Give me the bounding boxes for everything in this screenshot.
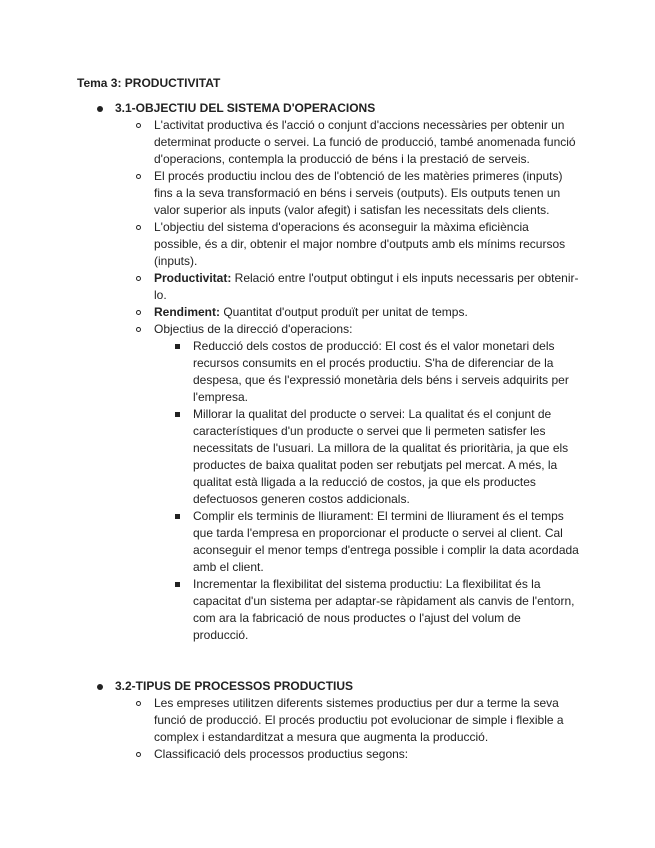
list-item-text: L'objectiu del sistema d'operacions és aconseguir la màxima eficiència possible, és a dir, obtenir el major nombre d'outputs amb els mínims recursos (inputs). xyxy=(154,220,566,268)
hollow-circle-bullet-icon xyxy=(136,701,141,706)
term-definition: Relació entre l'output obtingut i els inputs necessaris per obtenir-lo. xyxy=(154,271,579,302)
square-bullet-icon xyxy=(175,582,180,587)
sublist-item-text: Reducció dels costos de producció: El cost és el valor monetari dels recursos consumits en el procés productiu. S'ha de diferenciar de la despesa, que és l'expressió monetària dels béns i serveis adquirits per l'empresa. xyxy=(193,339,569,404)
hollow-circle-bullet-icon xyxy=(136,310,141,315)
sublist-item-text: Millorar la qualitat del producte o servei: La qualitat és el conjunt de característiques d'un producte o servei que li permeten satisfer les necessitats de l'usuari. La millora de la qualitat és prioritària, ja que els productes de baixa qualitat poden ser rebutjats pel mercat. A més, la qualitat està lligada a la reducció de costos, ja que els productes defectuosos generen costos addicionals. xyxy=(193,407,569,506)
term-definition: Quantitat d'output produït per unitat de temps. xyxy=(220,305,468,319)
list-item xyxy=(154,117,579,168)
list-item xyxy=(154,219,579,270)
list-item-objectius xyxy=(154,321,579,644)
square-bullet-icon xyxy=(175,412,180,417)
list-item-text: Classificació dels processos productius segons: xyxy=(154,747,409,761)
hollow-circle-bullet-icon xyxy=(136,327,141,332)
list-item-productivitat xyxy=(154,270,579,304)
hollow-circle-bullet-icon xyxy=(136,276,141,281)
sublist-item xyxy=(193,406,579,508)
section-3-2 xyxy=(115,678,585,763)
hollow-circle-bullet-icon xyxy=(136,123,141,128)
square-bullet-icon xyxy=(175,344,180,349)
term-label: Productivitat: xyxy=(154,271,232,285)
list-item-text: El procés productiu inclou des de l'obtenció de les matèries primeres (inputs) fins a la seva transformació en béns i serveis (outputs). Els outputs tenen un valor superior als inputs (valor afegit) i satisfan les necessitats dels clients. xyxy=(154,169,563,217)
sublist-item-text: Incrementar la flexibilitat del sistema productiu: La flexibilitat és la capacitat d'un sistema per adaptar-se ràpidament als canvis de l'entorn, com ara la fabricació de nous productes o l'ajust del volum de producció. xyxy=(193,577,575,642)
list-item-text: L'activitat productiva és l'acció o conjunt d'accions necessàries per obtenir un determinat producte o servei. La funció de producció, també anomenada funció d'operacions, contempla la producció de béns i la prestació de serveis. xyxy=(154,118,576,166)
filled-circle-bullet-icon xyxy=(97,684,103,690)
list-item xyxy=(154,695,579,746)
section-3-1 xyxy=(115,100,585,644)
sublist-item-text: Complir els terminis de lliurament: El termini de lliurament és el temps que tarda l'empresa en proporcionar el producte o servei al client. Cal aconseguir el menor temps d'entrega possible i complir la data acordada amb el client. xyxy=(193,509,579,574)
list-item xyxy=(154,168,579,219)
hollow-circle-bullet-icon xyxy=(136,752,141,757)
hollow-circle-bullet-icon xyxy=(136,225,141,230)
section-heading: 3.1-OBJECTIU DEL SISTEMA D'OPERACIONS xyxy=(115,101,376,115)
list-item-text xyxy=(154,270,579,304)
sublist-item xyxy=(193,576,579,644)
section-heading: 3.2-TIPUS DE PROCESSOS PRODUCTIUS xyxy=(115,679,354,693)
list-item-rendiment xyxy=(154,304,579,321)
sublist-item xyxy=(193,338,579,406)
section-3-1-list xyxy=(115,117,585,644)
list-item-text: Objectius de la direcció d'operacions: xyxy=(154,322,353,336)
square-bullet-icon xyxy=(175,514,180,519)
sublist-item xyxy=(193,508,579,576)
filled-circle-bullet-icon xyxy=(97,106,103,112)
list-item-text xyxy=(154,304,579,321)
hollow-circle-bullet-icon xyxy=(136,174,141,179)
document-title: Tema 3: PRODUCTIVITAT xyxy=(77,76,221,90)
objectius-sublist xyxy=(154,338,579,644)
list-item-text: Les empreses utilitzen diferents sistemes productius per dur a terme la seva funció de producció. El procés productiu pot evolucionar de simple i flexible a complex i estandarditzat a mesura que augmenta la producció. xyxy=(154,696,564,744)
section-3-2-list xyxy=(115,695,585,763)
list-item xyxy=(154,746,579,763)
term-label: Rendiment: xyxy=(154,305,220,319)
